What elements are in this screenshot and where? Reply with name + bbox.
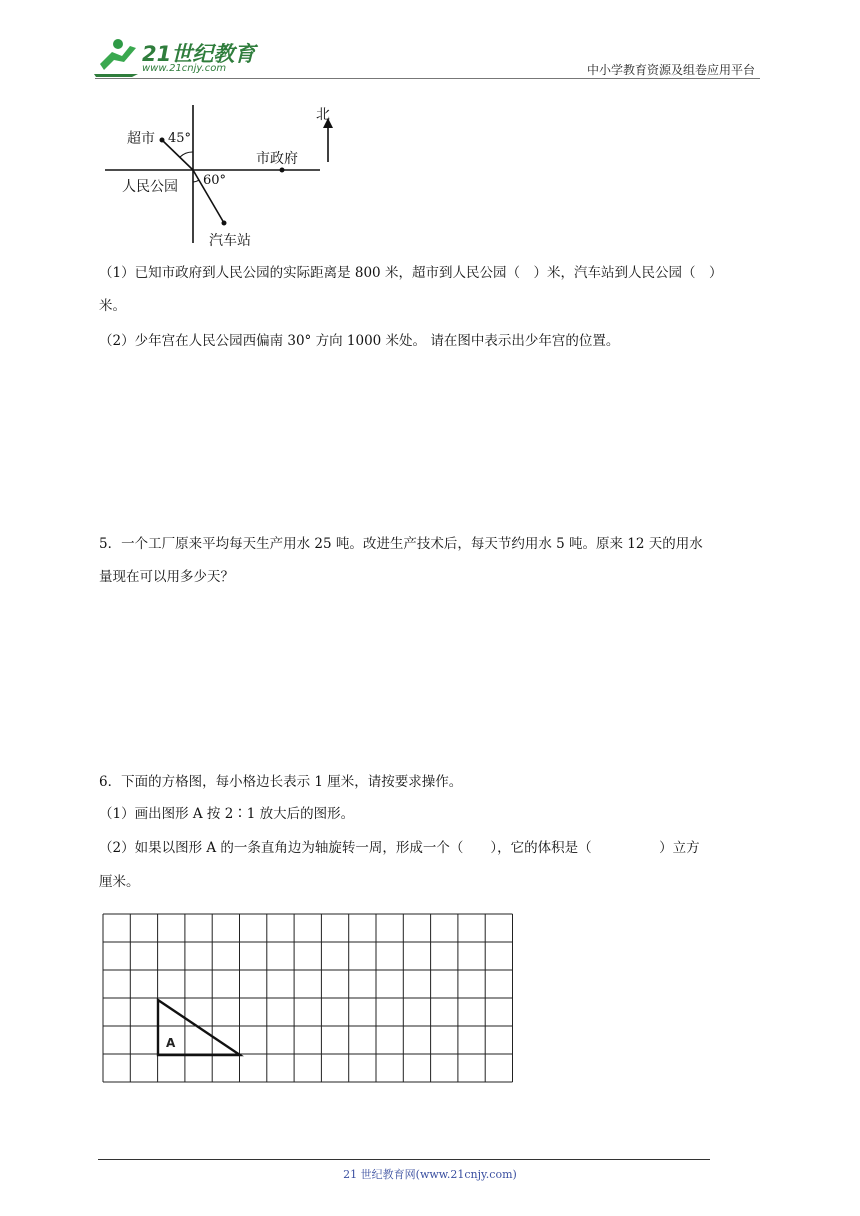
header-divider — [95, 78, 760, 79]
logo-text: 21世纪教育 — [142, 42, 256, 66]
q6-line1: 6．下面的方格图，每小格边长表示 1 厘米，请按要求操作。 — [99, 774, 463, 790]
city-hall-point — [280, 168, 285, 173]
footer-divider — [98, 1159, 710, 1160]
bus-station-label: 汽车站 — [209, 233, 251, 249]
supermarket-point — [160, 138, 165, 143]
supermarket-label: 超市 — [127, 131, 155, 147]
park-label: 人民公园 — [122, 179, 178, 195]
angle-45-label: 45° — [168, 131, 192, 146]
angle-60-label: 60° — [203, 173, 227, 188]
q6-part2-line2: 厘米。 — [99, 874, 140, 890]
angle-45-arc — [180, 152, 193, 157]
bus-station-point — [222, 221, 227, 226]
q4-part1-line2: 米。 — [99, 298, 126, 314]
q4-part1-line1: （1）已知市政府到人民公园的实际距离是 800 米，超市到人民公园（ ）米，汽车站到人民公园（ ） — [99, 265, 723, 281]
q5-line1: 5．一个工厂原来平均每天生产用水 25 吨。改进生产技术后，每天节约用水 5 吨。原来 12 天的用水 — [99, 536, 703, 552]
logo-url: www.21cnjy.com — [142, 63, 227, 74]
q6-part2-line1: （2）如果以图形 A 的一条直角边为轴旋转一周，形成一个（ ），它的体积是（ ）立方 — [99, 840, 700, 856]
footer-text: 21 世纪教育网(www.21cnjy.com) — [343, 1168, 517, 1181]
north-label: 北 — [316, 107, 330, 123]
grid-lines — [103, 914, 513, 1082]
city-hall-label: 市政府 — [256, 151, 298, 167]
site-name: 中小学教育资源及组卷应用平台 — [586, 63, 755, 77]
q6-part1: （1）画出图形 A 按 2∶1 放大后的图形。 — [99, 806, 355, 822]
q4-part2: （2）少年宫在人民公园西偏南 30° 方向 1000 米处。 请在图中表示出少年宫的位置。 — [99, 333, 620, 349]
square-grid — [102, 913, 514, 1087]
shape-a-label: A — [166, 1036, 176, 1050]
angle-60-arc — [193, 180, 199, 182]
q5-line2: 量现在可以用多少天？ — [99, 569, 234, 585]
